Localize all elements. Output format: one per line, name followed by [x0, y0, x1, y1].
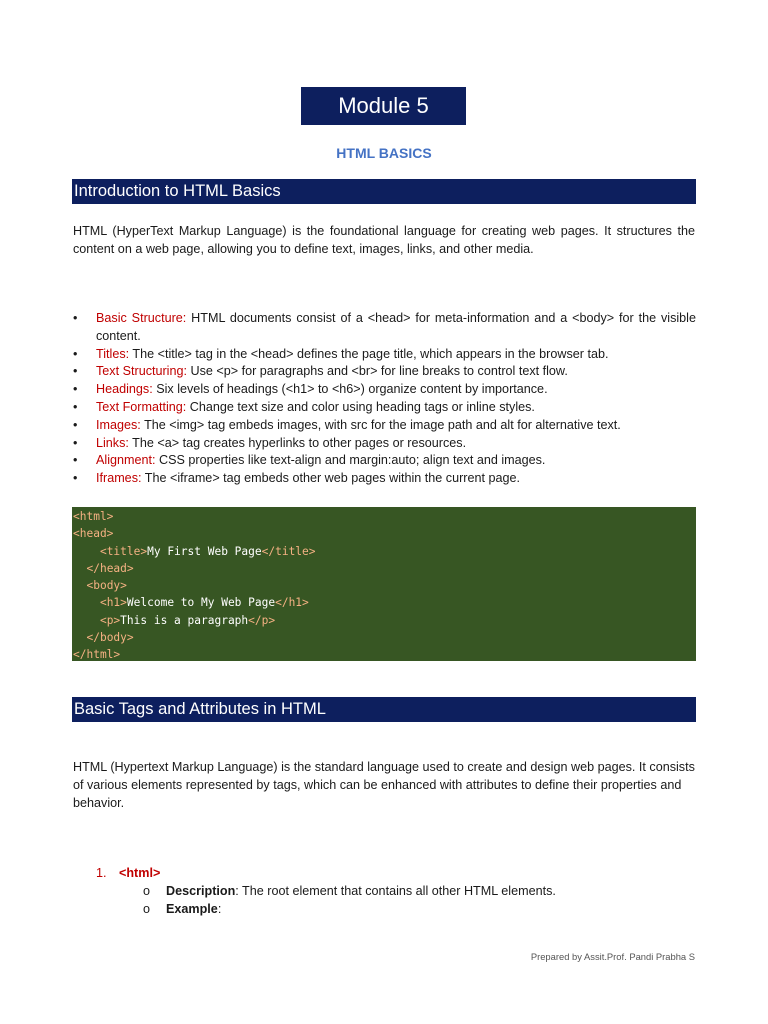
bullet-icon: • — [73, 364, 78, 379]
code-open-tag: <head> — [73, 527, 114, 541]
code-close-tag: </title> — [261, 544, 316, 558]
basic-tags-paragraph: HTML (Hypertext Markup Language) is the standard language used to create and design web pages. It consists of various elements represented by tags, which can be enhanced with attributes to define their properties and behavior. — [73, 760, 695, 810]
bullet-icon: • — [73, 382, 78, 397]
list-item-text: Six levels of headings (<h1> to <h6>) organize content by importance. — [152, 382, 548, 397]
code-content: My First Web Page — [147, 544, 262, 558]
list-item-text: The <title> tag in the <head> defines the page title, which appears in the browser tab. — [129, 346, 609, 361]
code-line — [72, 629, 696, 646]
code-content: Welcome to My Web Page — [126, 596, 276, 610]
example-label: Example — [166, 902, 218, 916]
numbered-list — [96, 864, 696, 918]
list-item-text: The <img> tag embeds images, with src for the image path and alt for alternative text. — [140, 417, 621, 432]
code-line — [72, 577, 696, 594]
module-title: Module 5 — [301, 87, 466, 125]
code-open-tag: </head> — [86, 561, 134, 575]
code-open-tag: <p> — [99, 613, 121, 627]
bullet-icon: • — [73, 311, 78, 325]
list-item-text: CSS properties like text-align and margin:auto; align text and images. — [155, 453, 546, 468]
list-item-text: Change text size and color using heading tags or inline styles. — [186, 399, 535, 414]
bullet-icon: • — [73, 471, 78, 486]
list-item-term: Iframes: — [96, 471, 142, 486]
section-heading-introduction: Introduction to HTML Basics — [72, 179, 696, 204]
list-item-text: The <iframe> tag embeds other web pages within the current page. — [141, 471, 521, 486]
list-item — [73, 417, 696, 435]
code-open-tag: </body> — [86, 631, 134, 645]
list-item — [73, 381, 696, 399]
list-item — [73, 310, 696, 346]
description-label: Description — [166, 884, 236, 898]
list-item-text: The <a> tag creates hyperlinks to other pages or resources. — [128, 435, 467, 450]
list-item — [73, 435, 696, 453]
code-example-block — [72, 507, 696, 661]
description-text: : The root element that contains all other HTML elements. — [235, 884, 556, 898]
numbered-item — [96, 864, 696, 882]
bullet-icon: • — [73, 399, 78, 414]
list-item-term: Headings: — [96, 382, 153, 397]
code-line — [72, 508, 696, 525]
code-open-tag: <h1> — [99, 596, 127, 610]
example-text: : — [217, 902, 222, 916]
list-item-term: Links: — [96, 435, 129, 450]
feature-list — [73, 310, 696, 488]
list-item-term: Text Formatting: — [96, 399, 187, 414]
list-item-term: Titles: — [96, 346, 130, 361]
circle-bullet-icon: o — [143, 884, 151, 898]
bullet-icon: • — [73, 346, 78, 361]
bullet-icon: • — [73, 453, 78, 468]
circle-bullet-icon: o — [143, 902, 151, 916]
bullet-icon: • — [73, 417, 78, 432]
code-open-tag: <html> — [73, 510, 114, 523]
footer-credit: Prepared by Assit.Prof. Pandi Prabha S — [530, 951, 695, 962]
list-item-term: Alignment: — [96, 453, 156, 468]
intro-paragraph: HTML (HyperText Markup Language) is the foundational language for creating web pages. It structures the content on a web page, allowing you to define text, images, links, and other media. — [73, 224, 695, 256]
code-line — [72, 543, 696, 560]
list-item-text: HTML documents consist of a <head> for meta-information and a <body> for the visible content. — [96, 311, 696, 343]
list-item — [73, 346, 696, 364]
list-item — [73, 452, 696, 470]
code-close-tag: </p> — [248, 613, 276, 627]
sub-item-description — [96, 882, 696, 900]
code-open-tag: <title> — [99, 544, 148, 558]
code-close-tag: </h1> — [275, 596, 309, 610]
code-line — [72, 525, 696, 542]
code-open-tag: <body> — [86, 579, 127, 593]
code-line — [72, 560, 696, 577]
item-number: 1. — [96, 866, 107, 880]
item-tag: <html> — [119, 866, 161, 880]
list-item-term: Basic Structure: — [96, 311, 187, 325]
document-subtitle: HTML BASICS — [336, 145, 432, 161]
bullet-icon: • — [73, 435, 78, 450]
list-item — [73, 363, 696, 381]
sub-item-example — [96, 900, 696, 918]
code-content: This is a paragraph — [120, 613, 249, 627]
code-line — [72, 646, 696, 663]
list-item-term: Text Structuring: — [96, 364, 187, 379]
code-line — [72, 594, 696, 611]
section-heading-basic-tags: Basic Tags and Attributes in HTML — [72, 697, 696, 722]
list-item — [73, 470, 696, 488]
list-item — [73, 399, 696, 417]
code-open-tag: </html> — [73, 648, 121, 662]
code-line — [72, 612, 696, 629]
list-item-term: Images: — [96, 417, 141, 432]
list-item-text: Use <p> for paragraphs and <br> for line breaks to control text flow. — [187, 364, 568, 379]
